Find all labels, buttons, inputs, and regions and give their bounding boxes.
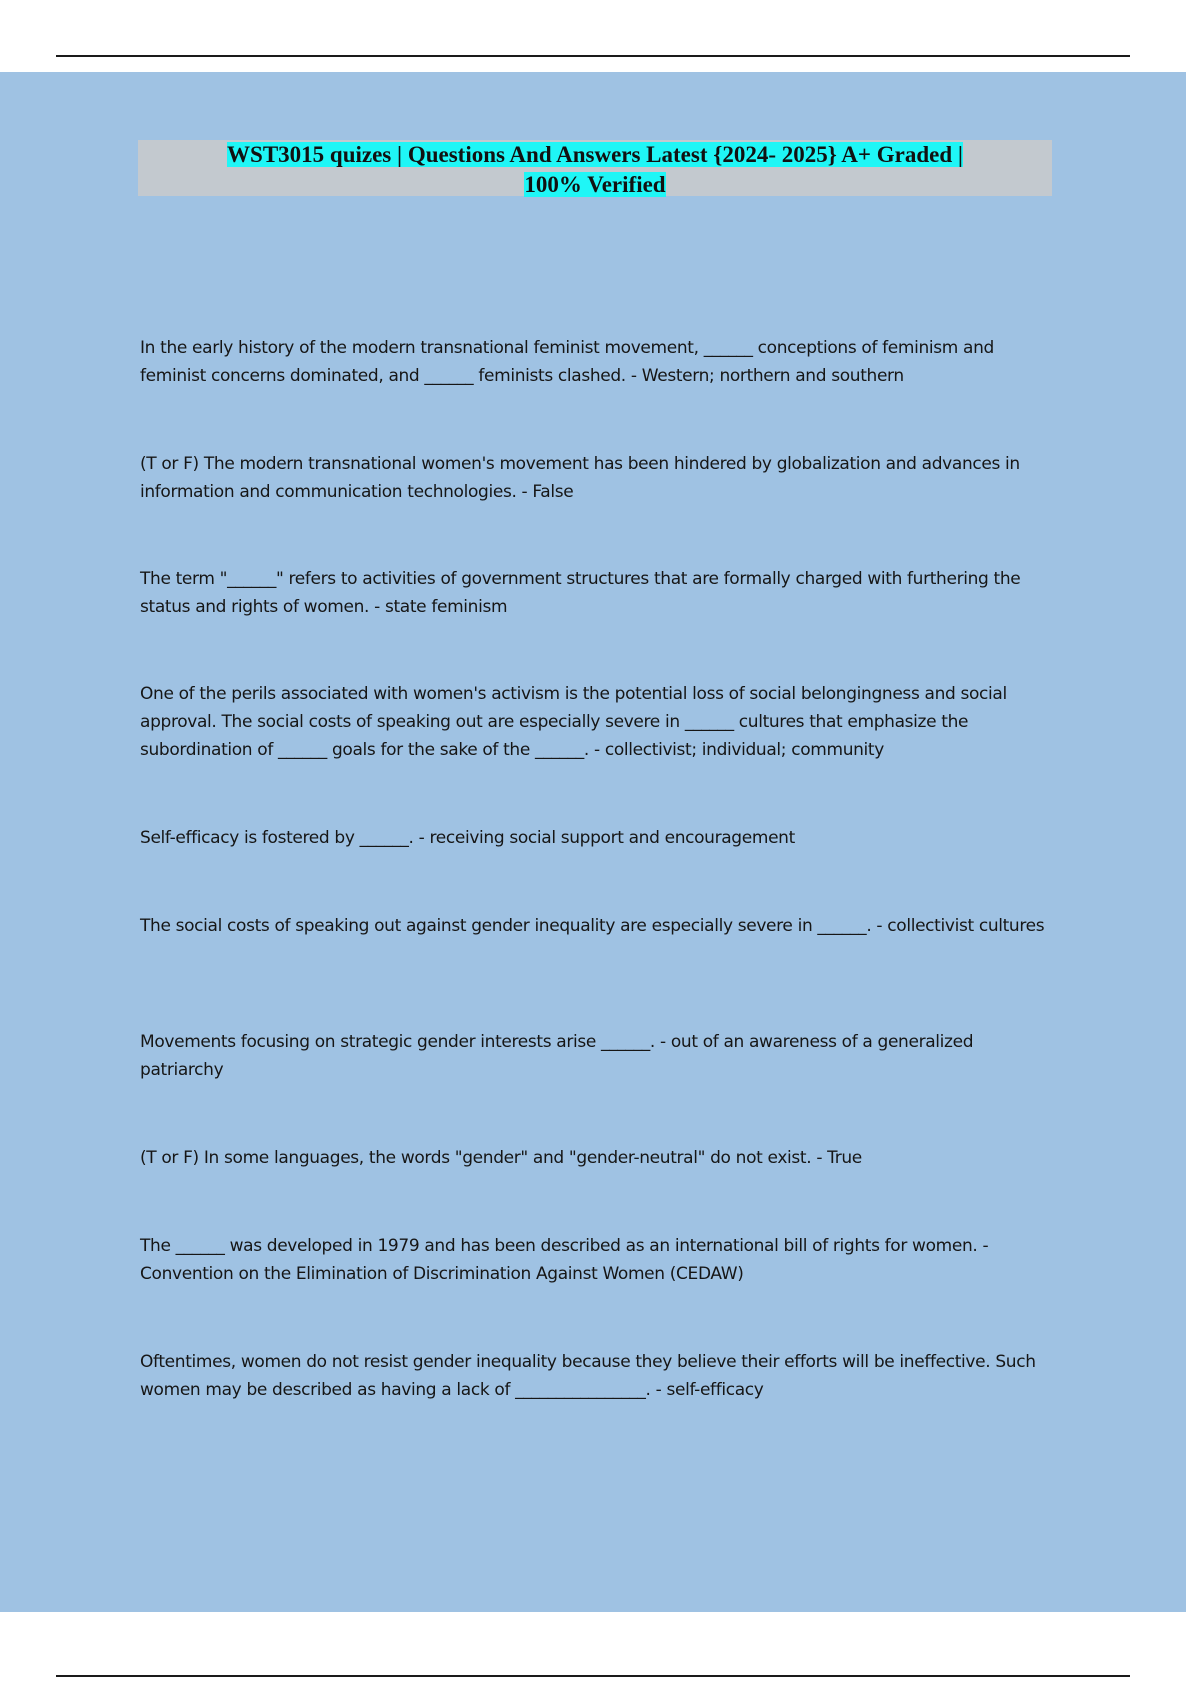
qa-item-8: (T or F) In some languages, the words "gender" and "gender-neutral" do not exist. - True bbox=[140, 1148, 862, 1168]
bottom-rule bbox=[56, 1675, 1130, 1677]
qa-item-7: Movements focusing on strategic gender interests arise ______. - out of an awareness of a generalized patriarchy bbox=[140, 1032, 974, 1080]
qa-item-4: One of the perils associated with women's activism is the potential loss of social belongingness and social approval. The social costs of speaking out are especially severe in ______ cultures that emphasize the subordination of ______ goals for the sake of the ______. - collectivist; individual; community bbox=[140, 684, 1007, 760]
title-line-1: WST3015 quizes | Questions And Answers Latest {2024- 2025} A+ Graded | bbox=[227, 142, 963, 167]
qa-item-10: Oftentimes, women do not resist gender inequality because they believe their efforts will be ineffective. Such women may be described as having a lack of ________________. - self-efficacy bbox=[140, 1352, 1036, 1400]
qa-item-9: The ______ was developed in 1979 and has been described as an international bill of rights for women. - Convention on the Elimination of Discrimination Against Women (CEDAW) bbox=[140, 1236, 989, 1284]
title-line-2: 100% Verified bbox=[524, 172, 666, 197]
qa-item-3: The term "______" refers to activities of government structures that are formally charged with furthering the status and rights of women. - state feminism bbox=[140, 569, 1021, 617]
qa-item-5: Self-efficacy is fostered by ______. - receiving social support and encouragement bbox=[140, 828, 795, 848]
qa-item-2: (T or F) The modern transnational women's movement has been hindered by globalization and advances in information and communication technologies. - False bbox=[140, 454, 1020, 502]
document-title bbox=[138, 140, 1052, 196]
qa-item-6: The social costs of speaking out against gender inequality are especially severe in ______. - collectivist cultures bbox=[140, 916, 1045, 936]
top-rule bbox=[56, 55, 1130, 57]
qa-item-1: In the early history of the modern transnational feminist movement, ______ conceptions of feminism and feminist concerns dominated, and ______ feminists clashed. - Western; northern and southern bbox=[140, 338, 994, 386]
